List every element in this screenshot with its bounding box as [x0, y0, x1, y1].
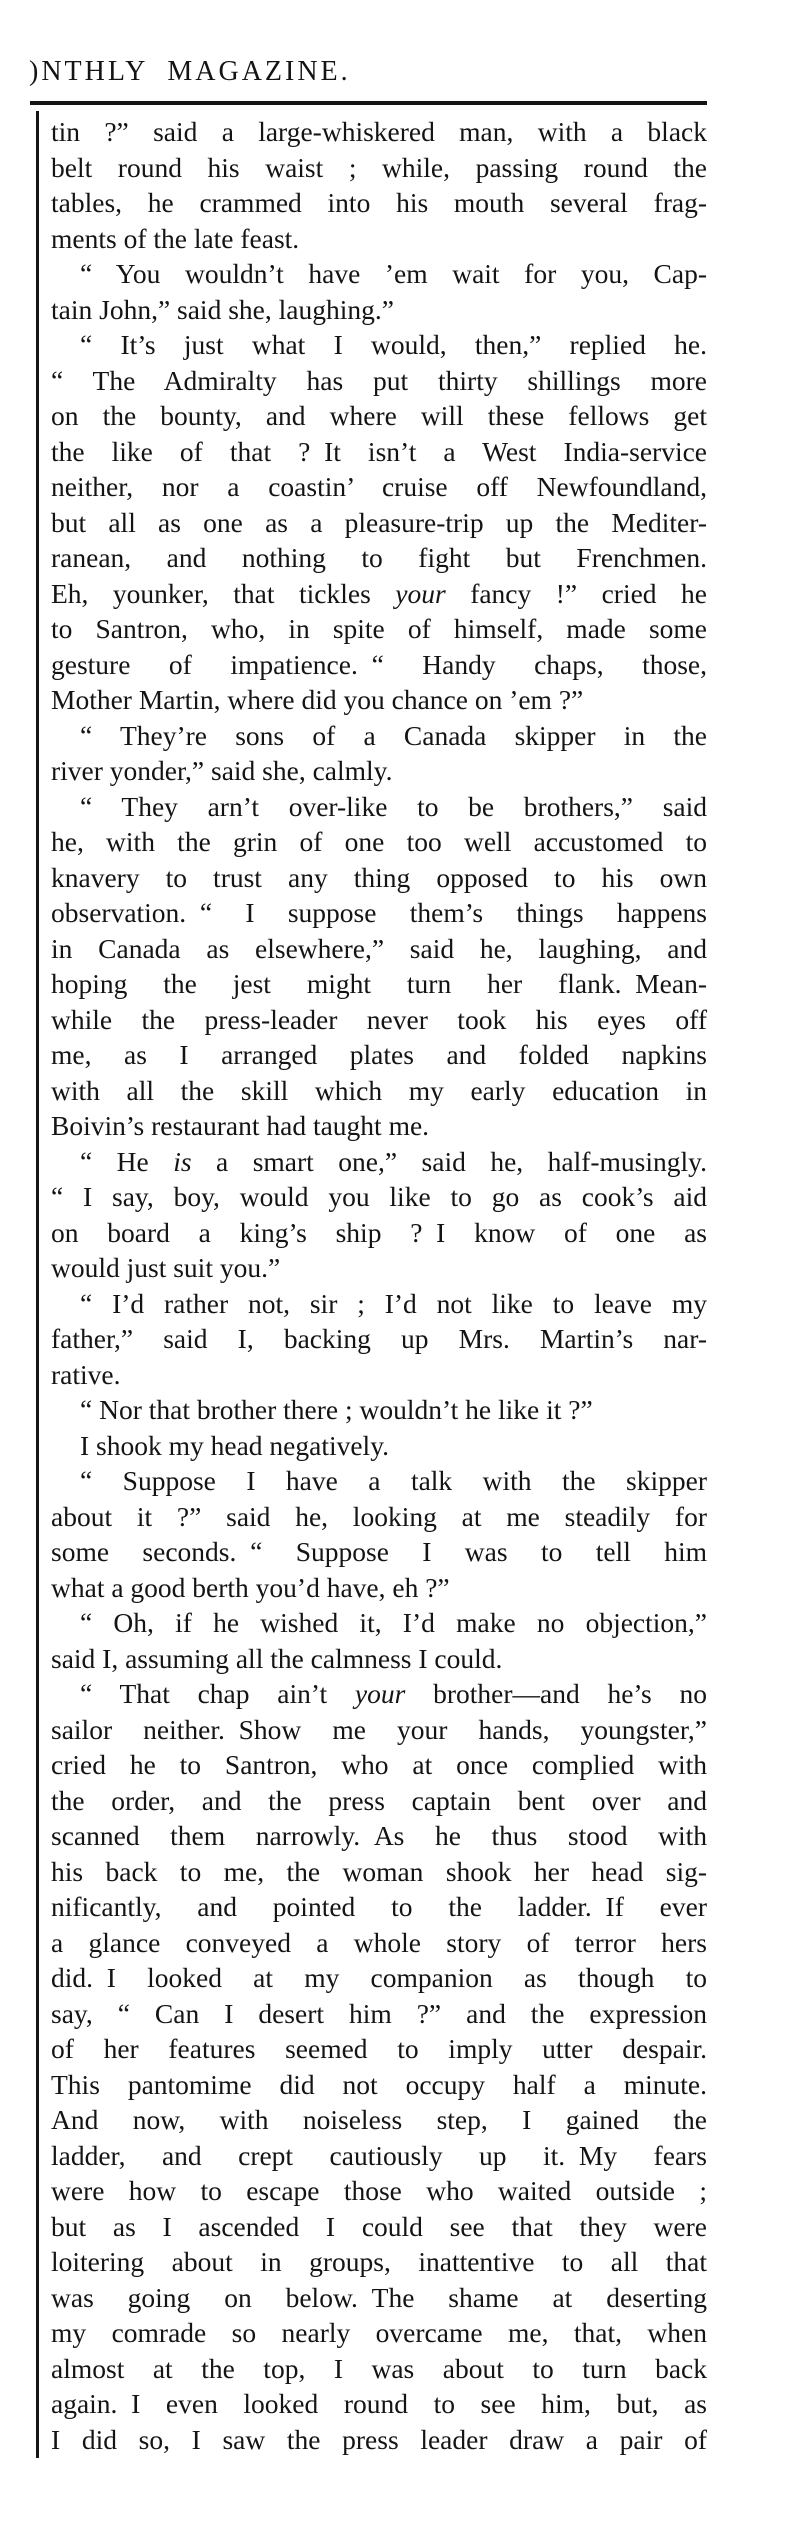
text-line: neither, nor a coastin’ cruise off Newfoundland,: [51, 471, 707, 502]
text-line: rative.: [51, 1358, 121, 1390]
text-line: Mother Martin, where did you chance on ’em ?”: [51, 684, 584, 715]
text-line: the like of that ? It isn’t a West India-service: [51, 435, 707, 467]
text-line: Eh, younker, that tickles your fancy !” cried he: [51, 577, 707, 609]
text-line: my comrade so nearly overcame me, that, when: [51, 2317, 707, 2348]
text-line: gesture of impatience. “ Handy chaps, those,: [51, 648, 707, 680]
text-line: did. I looked at my companion as though to: [51, 1962, 707, 1993]
text-line: ranean, and nothing to fight but Frenchmen.: [51, 542, 707, 573]
text-line: “ Nor that brother there ; wouldn’t he like it ?”: [80, 1394, 593, 1425]
article-text: [51, 114, 707, 2457]
text-line: river yonder,” said she, calmly.: [51, 755, 393, 786]
text-line: the order, and the press captain bent over and: [51, 1784, 707, 1816]
text-line: again. I even looked round to see him, but, as: [51, 2388, 707, 2419]
text-line: “ Oh, if he wished it, I’d make no objection,”: [80, 1607, 707, 1638]
text-line: in Canada as elsewhere,” said he, laughing, and: [51, 932, 707, 964]
running-head-title: )NTHLY MAGAZINE.: [29, 56, 351, 87]
text-line: “ They arn’t over-like to be brothers,” said: [80, 790, 707, 822]
text-line: about it ?” said he, looking at me steadily for: [51, 1500, 707, 1532]
text-line: And now, with noiseless step, I gained the: [51, 2104, 707, 2135]
text-line: loitering about in groups, inattentive to all that: [51, 2246, 707, 2277]
text-line: I shook my head negatively.: [80, 1429, 390, 1461]
text-line: hoping the jest might turn her flank. Mean-: [51, 968, 707, 999]
text-line: but all as one as a pleasure-trip up the Mediter-: [51, 506, 707, 538]
text-line: This pantomime did not occupy half a minute.: [51, 2068, 707, 2100]
text-line: he, with the grin of one too well accustomed to: [51, 826, 707, 857]
text-line: “ He is a smart one,” said he, half-musingly.: [80, 1145, 707, 1177]
column-rule: [36, 111, 39, 2458]
text-line: some seconds. “ Suppose I was to tell him: [51, 1536, 707, 1567]
text-line: say, “ Can I desert him ?” and the expression: [51, 1997, 707, 2029]
text-line: while the press-leader never took his eyes off: [51, 1003, 707, 1035]
text-line: sailor neither. Show me your hands, youngster,”: [51, 1713, 707, 1745]
header-rule: [30, 101, 707, 105]
text-line: said I, assuming all the calmness I could.: [51, 1642, 503, 1674]
text-line: to Santron, who, in spite of himself, made some: [51, 613, 707, 644]
text-line: “ That chap ain’t your brother—and he’s no: [80, 1678, 707, 1709]
text-line: “ They’re sons of a Canada skipper in the: [80, 719, 707, 751]
text-line: his back to me, the woman shook her head sig-: [51, 1855, 707, 1887]
text-line: me, as I arranged plates and folded napkins: [51, 1039, 707, 1070]
text-line: would just suit you.”: [51, 1252, 281, 1283]
text-line: I did so, I saw the press leader draw a pair of: [51, 2423, 707, 2455]
text-line: belt round his waist ; while, passing round the: [51, 151, 707, 183]
text-line: ments of the late feast.: [51, 222, 300, 254]
text-line: were how to escape those who waited outside ;: [51, 2175, 707, 2206]
text-line: what a good berth you’d have, eh ?”: [51, 1571, 450, 1603]
text-line: Boivin’s restaurant had taught me.: [51, 1110, 430, 1141]
text-line: on board a king’s ship ? I know of one as: [51, 1216, 707, 1248]
text-line: nificantly, and pointed to the ladder. If ever: [51, 1891, 707, 1922]
text-line: but as I ascended I could see that they were: [51, 2210, 707, 2242]
text-line: “ I say, boy, would you like to go as cook’s aid: [51, 1181, 707, 1212]
text-line: on the bounty, and where will these fellows get: [51, 400, 707, 431]
text-line: ladder, and crept cautiously up it. My fears: [51, 2139, 707, 2171]
text-line: a glance conveyed a whole story of terror hers: [51, 1926, 707, 1958]
text-line: “ You wouldn’t have ’em wait for you, Cap-: [80, 258, 707, 289]
text-line: “ It’s just what I would, then,” replied he.: [80, 329, 707, 360]
text-line: of her features seemed to imply utter despair.: [51, 2033, 707, 2064]
text-line: knavery to trust any thing opposed to his own: [51, 861, 707, 893]
text-line: tables, he crammed into his mouth several frag-: [51, 187, 707, 218]
text-line: “ Suppose I have a talk with the skipper: [80, 1465, 707, 1496]
text-line: with all the skill which my early education in: [51, 1074, 707, 1106]
text-line: father,” said I, backing up Mrs. Martin’s nar-: [51, 1323, 707, 1354]
text-line: “ I’d rather not, sir ; I’d not like to leave my: [80, 1287, 707, 1319]
text-line: tin ?” said a large-whiskered man, with a black: [51, 116, 707, 147]
text-line: “ The Admiralty has put thirty shillings more: [51, 364, 707, 396]
text-line: tain John,” said she, laughing.”: [51, 293, 394, 325]
text-line: was going on below. The shame at deserting: [51, 2281, 707, 2313]
text-line: observation. “ I suppose them’s things happens: [51, 897, 707, 928]
text-line: scanned them narrowly. As he thus stood with: [51, 1820, 707, 1851]
text-line: almost at the top, I was about to turn back: [51, 2352, 707, 2384]
text-line: cried he to Santron, who at once complied with: [51, 1749, 707, 1780]
